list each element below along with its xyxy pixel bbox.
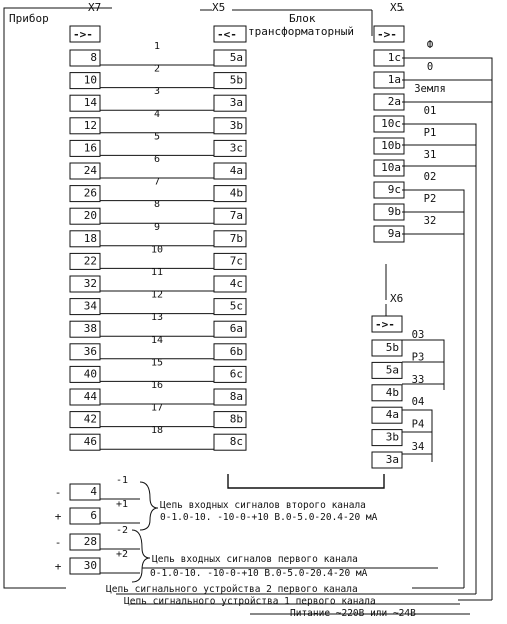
x5-left-pin-8b: 8b (229, 412, 243, 426)
x6-pin-4b: 4b (385, 385, 399, 399)
device-outline (4, 8, 66, 588)
x5-left-title: X5 (212, 1, 226, 14)
x5-right-label: Ф (426, 39, 434, 51)
x5-left-pin-8c: 8c (229, 435, 243, 449)
x7-pin-12: 12 (83, 118, 97, 132)
second-channel-caption-2: 0-1.0-10. -10-0-+10 В.0-5.0-20.4-20 мА (160, 512, 378, 523)
x7-pin-34: 34 (83, 299, 97, 313)
x5-right-pin-9c: 9c (387, 183, 401, 196)
x7-pin-24: 24 (83, 164, 97, 177)
x7-pin-40: 40 (83, 367, 97, 381)
x5-left-pin-5b: 5b (229, 73, 243, 87)
x5-right-label: P2 (423, 193, 437, 205)
wire-number: 3 (153, 86, 161, 98)
x5-left-arrow-icon: -<- (217, 28, 237, 41)
signal-pin-30: 30 (83, 559, 97, 572)
x7-pin-22: 22 (83, 254, 97, 268)
x5-left-pin-6b: 6b (229, 344, 243, 358)
x6-pin-5b: 5b (385, 341, 399, 354)
signal-wire-label: +2 (115, 549, 129, 560)
power-caption: Питание ~220В или ~24В (290, 608, 416, 619)
polarity-sign: - (54, 536, 62, 549)
x7-pin-46: 46 (83, 435, 97, 449)
signal-pin-28: 28 (83, 535, 97, 548)
x5-left-pin-6c: 6c (229, 367, 243, 381)
x5-right-pin-10b: 10b (381, 139, 401, 152)
x5-left-pin-4b: 4b (229, 186, 243, 200)
x5-left-pin-3b: 3b (229, 118, 243, 132)
x5-right-label: P1 (423, 127, 437, 139)
polarity-sign: - (54, 486, 62, 499)
signal-pin-4: 4 (90, 485, 97, 498)
wire-number: 10 (150, 244, 164, 256)
wire-number: 8 (153, 199, 161, 211)
x6-pin-3b: 3b (385, 430, 399, 444)
x5-right-pin-10c: 10c (381, 117, 401, 130)
x5-left-pin-7a: 7a (229, 209, 243, 223)
x6-label: P3 (411, 351, 425, 364)
x7-pin-10: 10 (83, 73, 97, 87)
signal-dev-1-caption: Цепь сигнального устройства 1 первого канала (124, 596, 376, 607)
x7-pin-36: 36 (83, 344, 97, 358)
x5-left-pin-7b: 7b (229, 231, 243, 245)
x6-pin-5a: 5a (385, 363, 399, 377)
x5-left-pin-4a: 4a (229, 164, 243, 177)
x6-pin-3a: 3a (385, 453, 399, 466)
first-channel-caption-2: 0-1.0-10. -10-0-+10 В.0-5.0-20.4-20 мА (150, 568, 368, 579)
x7-pin-8: 8 (90, 51, 97, 64)
x7-pin-26: 26 (83, 186, 97, 200)
polarity-sign: + (54, 560, 62, 573)
x6-label: 03 (411, 329, 425, 341)
x5-right-pin-1a: 1a (387, 73, 401, 86)
x6-title: X6 (390, 292, 404, 305)
x6-label: P4 (411, 418, 425, 431)
block-title-1: Блок (289, 12, 316, 25)
return-line (228, 474, 384, 488)
signal-wire-label: +1 (115, 499, 129, 510)
polarity-sign: + (54, 510, 62, 523)
wire-number: 17 (150, 402, 164, 414)
signal-dev-2-caption: Цепь сигнального устройства 2 первого канала (106, 584, 358, 595)
wire-number: 9 (153, 221, 161, 233)
first-channel-bracket (132, 530, 150, 582)
x6-label: 04 (411, 396, 425, 409)
wire-number: 2 (153, 63, 161, 75)
x5-right-label: 32 (423, 215, 437, 227)
x6-arrow-icon: ->- (375, 318, 395, 331)
x5-right-pin-10a: 10a (381, 161, 401, 174)
wire-number: 16 (150, 380, 164, 391)
x5-left-pin-6a: 6a (229, 322, 243, 336)
x5-right-pin-9a: 9a (387, 227, 401, 240)
x5-right-label: 01 (423, 105, 437, 117)
x7-pin-18: 18 (83, 231, 97, 245)
second-channel-caption-1: Цепь входных сигналов второго канала (160, 500, 366, 511)
wire-number: 14 (150, 334, 164, 346)
x5-right-label: 02 (423, 171, 437, 183)
x5-right-arrow-icon: ->- (377, 28, 397, 41)
x7-title: X7 (88, 1, 102, 14)
x7-pin-16: 16 (83, 141, 97, 155)
x7-arrow-icon: ->- (73, 28, 93, 41)
x5-right-label: 31 (423, 149, 437, 161)
signal-wire-label: -1 (115, 475, 129, 486)
block-title-2: трансформаторный (248, 25, 354, 38)
wire-number: 11 (150, 267, 164, 278)
x7-pin-38: 38 (83, 322, 97, 336)
x5-right-pin-1c: 1c (387, 51, 401, 64)
x5-left-pin-3c: 3c (229, 141, 243, 155)
first-channel-caption-1: Цепь входных сигналов первого канала (152, 554, 358, 565)
wire-number: 12 (150, 289, 164, 301)
x6-label: 34 (411, 441, 425, 453)
wire-number: 6 (153, 154, 161, 165)
x7-pin-44: 44 (83, 390, 97, 403)
x7-pin-32: 32 (83, 277, 97, 290)
x5-right-title: X5 (390, 1, 404, 14)
x5-right-label: 0 (426, 61, 434, 73)
wire-number: 5 (153, 131, 161, 143)
x7-pin-14: 14 (83, 96, 97, 110)
wire-number: 18 (150, 425, 164, 437)
x5-left-pin-5c: 5c (229, 299, 243, 313)
device-label: Прибор (9, 12, 49, 25)
x5-left-pin-5a: 5a (229, 51, 243, 64)
signal-pin-6: 6 (90, 509, 97, 522)
second-channel-bracket (140, 482, 158, 530)
x5-left-pin-3a: 3a (229, 96, 243, 110)
x5-right-pin-9b: 9b (387, 205, 401, 218)
x5-left-pin-8a: 8a (229, 390, 243, 403)
x5-left-pin-7c: 7c (229, 254, 243, 268)
x6-label: 33 (411, 373, 425, 386)
wire-number: 13 (150, 312, 164, 324)
x5-left-pin-4c: 4c (229, 277, 243, 290)
wire-number: 1 (153, 41, 161, 52)
x5-right-pin-2a: 2a (387, 95, 401, 108)
signal-dev-2-bus (402, 190, 464, 588)
wire-number: 4 (153, 108, 161, 120)
wire-number: 15 (150, 357, 164, 369)
x7-pin-20: 20 (83, 209, 97, 223)
wire-number: 7 (153, 176, 161, 188)
x7-pin-42: 42 (83, 412, 97, 426)
x6-pin-4a: 4a (385, 408, 399, 422)
signal-wire-label: -2 (115, 525, 129, 536)
x5-right-label: Земля (414, 83, 446, 95)
